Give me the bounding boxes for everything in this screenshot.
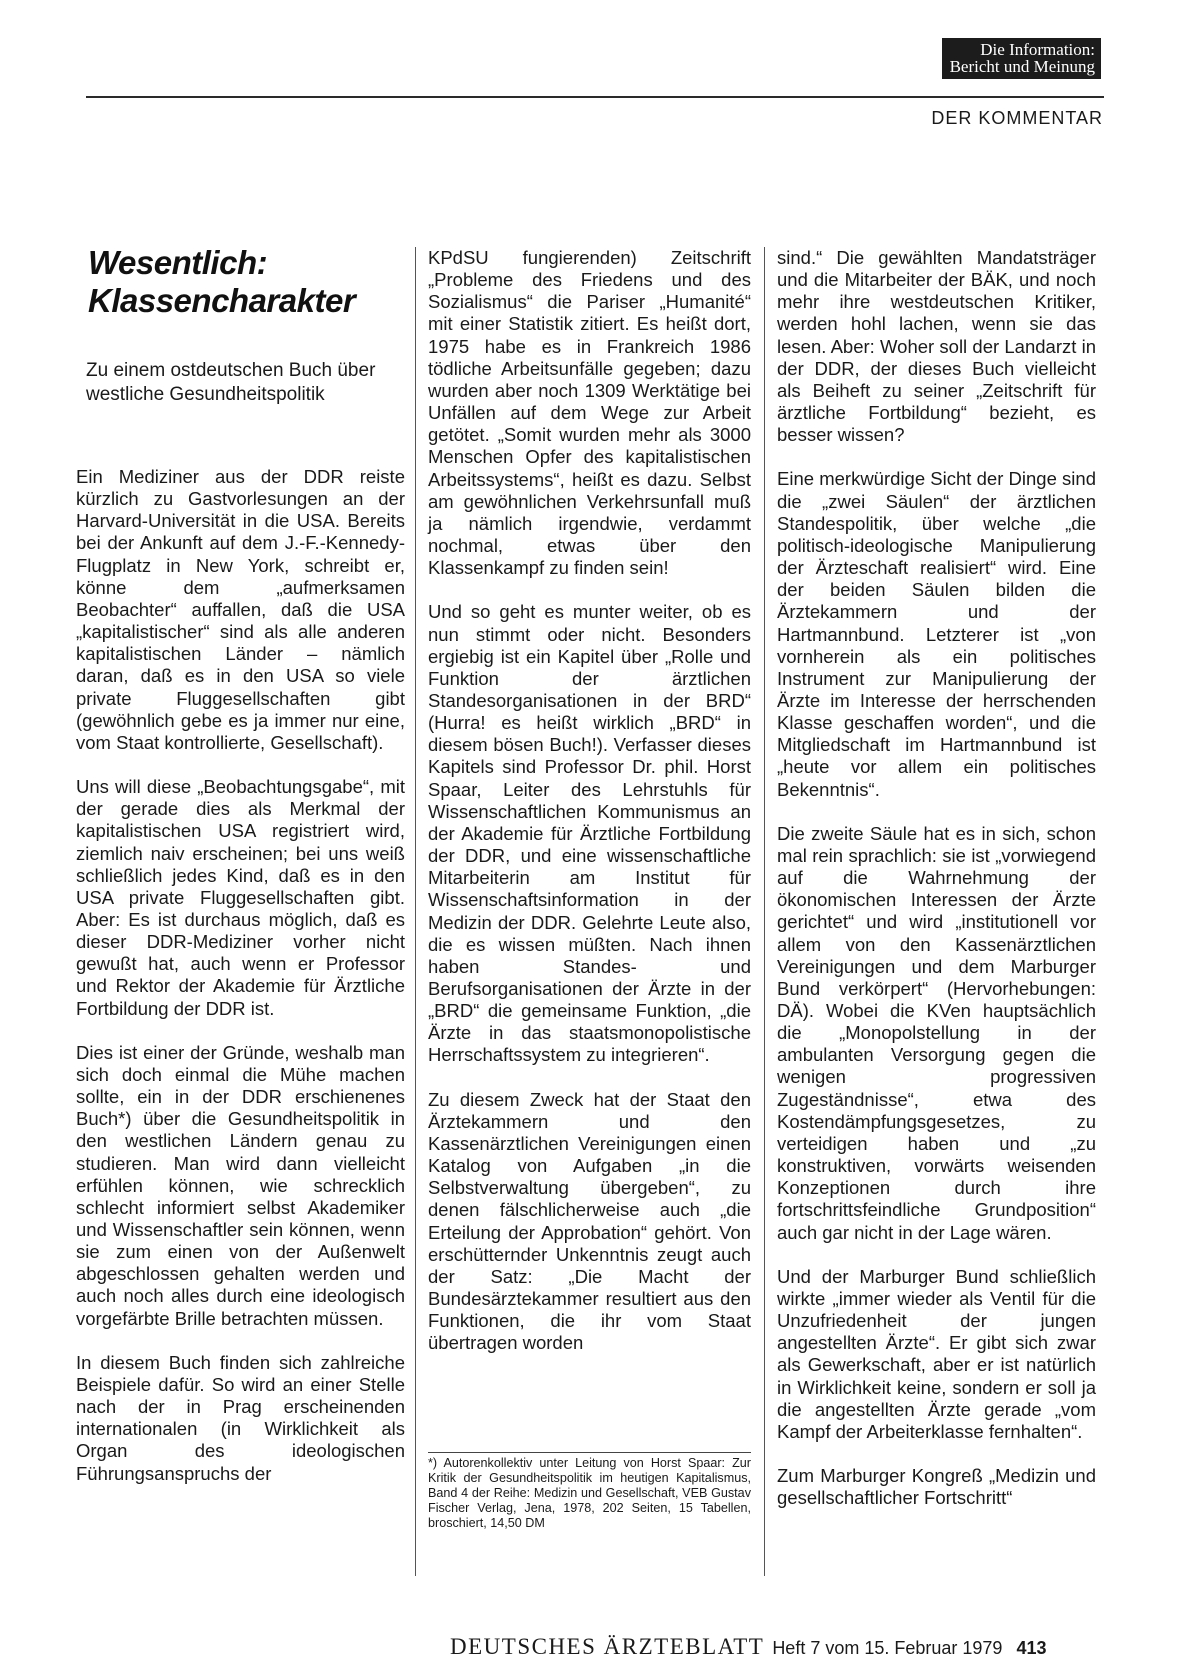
title-line-1: Wesentlich:	[88, 244, 268, 281]
footnote-rule	[428, 1452, 751, 1453]
page-number: 413	[1016, 1638, 1047, 1658]
paragraph: Dies ist einer der Gründe, weshalb man sich doch einmal die Mühe machen sollte, ein in der DDR erschienenes Buch*) über die Gesundheitspolitik in den westlichen Ländern genau zu studieren. Man wird dann vielleicht erfühlen können, wie schrecklich schlecht informiert selbst Akademiker und Wissenschaftler sein können, wenn sie zum einen von der Außenwelt abgeschlossen gehalten werden und auch noch alles durch eine ideologisch vorgefärbte Brille betrachten müssen.	[76, 1041, 405, 1329]
paragraph: Zum Marburger Kongreß „Medizin und gesellschaftlicher Fortschritt“	[777, 1464, 1096, 1509]
paragraph: Und der Marburger Bund schließlich wirkte „immer wieder als Ventil für die Unzufriedenheit der jungen angestellten Ärzte“. Er gibt sich zwar als Gewerkschaft, aber er ist natürlich in Wirklichkeit keine, sondern er soll ja die angestellten Ärzte gerade „vom Kampf der Arbeiterklasse fernhalten“.	[777, 1265, 1096, 1442]
paragraph: sind.“ Die gewählten Mandatsträger und die Mitarbeiter der BÄK, und noch mehr ihre westdeutschen Kritiker, werden hohl lachen, wenn sie das lesen. Aber: Woher soll der Landarzt in der DDR, der dieses Buch vielleicht als Beiheft zu seiner „Zeitschrift für ärztliche Fortbildung“ bezieht, es besser wissen?	[777, 247, 1096, 446]
paragraph: Und so geht es munter weiter, ob es nun stimmt oder nicht. Besonders ergiebig ist ein Kapitel über „Rolle und Funktion der ärztlichen Standesorganisationen in der BRD“ (Hurra! es heißt wirklich „BRD“ in diesem bösen Buch!). Verfasser dieses Kapitels sind Professor Dr. phil. Horst Spaar, Leiter des Lehrstuhls für Wissenschaftlichen Kommunismus an der Akademie für Ärztliche Fortbildung der DDR, und eine wissenschaftliche Mitarbeiterin am Institut für Wissenschaftsinformation in der Medizin der DDR. Gelehrte Leute also, die es wissen müßten. Nach ihnen haben Standes- und Berufsorganisationen der Ärzte in der „BRD“ die gemeinsame Funktion, „die Ärzte in das staatsmonopolistische Herrschaftssystem zu integrieren“.	[428, 601, 751, 1066]
column-divider	[415, 247, 416, 1576]
title-line-2: Klassencharakter	[88, 282, 356, 319]
top-rule	[86, 96, 1104, 98]
journal-name: DEUTSCHES ÄRZTEBLATT	[450, 1634, 765, 1659]
paragraph: Eine merkwürdige Sicht der Dinge sind die „zwei Säulen“ der ärztlichen Standespolitik, über welche „die politisch-ideologische Manipulierung der Ärzteschaft realisiert“ wird. Eine der beiden Säulen bilden die Ärztekammern und der Hartmannbund. Letzterer ist „von vornherein als ein politisches Instrument zur Manipulierung der Ärzte im Interesse der herrschenden Klasse geschaffen worden“, und die Mitgliedschaft im Hartmannbund ist „heute vor allem ein politisches Bekenntnis“.	[777, 468, 1096, 800]
badge-line-1: Die Information:	[980, 40, 1095, 59]
column-2	[428, 247, 751, 1377]
column-1	[76, 466, 405, 1507]
page-footer	[450, 1634, 1102, 1660]
badge-line-2: Bericht und Meinung	[949, 57, 1095, 76]
column-divider	[764, 247, 765, 1576]
paragraph: Die zweite Säule hat es in sich, schon mal rein sprachlich: sie ist „vorwiegend auf die Wahrnehmung der ökonomischen Interessen der Ärzte gerichtet“ und wird „institutionell vor allem von den Kassenärztlichen Vereinigungen und dem Marburger Bund verkörpert“ (Hervorhebungen: DÄ). Wobei die KVen hauptsächlich die „Monopolstellung in der ambulanten Versorgung gegen die wenigen progressiven Zugeständnisse“, etwa des Kostendämpfungsgesetzes, zu verteidigen haben und „zu konstruktiven, vorwärts weisenden Konzeptionen durch ihre fortschrittsfeindliche Grundposition“ auch gar nicht in der Lage wären.	[777, 822, 1096, 1243]
article-title	[88, 244, 418, 320]
paragraph: Uns will diese „Beobachtungsgabe“, mit der gerade dies als Merkmal der kapitalistischen USA registriert wird, ziemlich naiv erscheinen; bei uns weiß schließlich jedes Kind, daß es in den USA private Fluggesellschaften gibt. Aber: Es ist durchaus möglich, daß es dieser DDR-Mediziner vorher nicht gewußt hat, auch wenn er Professor und Rektor der Akademie für Ärztliche Fortbildung der DDR ist.	[76, 776, 405, 1019]
footnote: *) Autorenkollektiv unter Leitung von Horst Spaar: Zur Kritik der Gesundheitspolitik im heutigen Kapitalismus, Band 4 der Reihe: Medizin und Gesellschaft, VEB Gustav Fischer Verlag, Jena, 1978, 202 Seiten, 15 Tabellen, broschiert, 14,50 DM	[428, 1456, 751, 1531]
paragraph: Ein Mediziner aus der DDR reiste kürzlich zu Gastvorlesungen an der Harvard-Universität in die USA. Bereits bei der Ankunft auf dem J.-F.-Kennedy-Flugplatz in New York, schreibt er, könne dem „aufmerksamen Beobachter“ auffallen, daß die USA „kapitalistischer“ sind als alle anderen kapitalistischen Länder – nämlich daran, daß es in den USA so viele private Fluggesellschaften gibt (gewöhnlich gebe es ja immer nur eine, vom Staat kontrollierte, Gesellschaft).	[76, 466, 405, 753]
issue-info: Heft 7 vom 15. Februar 1979	[772, 1638, 1003, 1658]
rubric: DER KOMMENTAR	[931, 108, 1103, 128]
paragraph: Zu diesem Zweck hat der Staat den Ärztekammern und den Kassenärztlichen Vereinigungen einen Katalog von Aufgaben „in die Selbstverwaltung übergeben“, zu denen fälschlicherweise auch „die Erteilung der Approbation“ gehört. Von erschütternder Unkenntnis zeugt auch der Satz: „Die Macht der Bundesärztekammer resultiert aus den Funktionen, die ihr vom Staat übertragen worden	[428, 1088, 751, 1354]
article-subtitle: Zu einem ostdeutschen Buch über westliche Gesundheitspolitik	[86, 360, 376, 405]
column-3	[777, 247, 1096, 1509]
paragraph: In diesem Buch finden sich zahlreiche Beispiele dafür. So wird an einer Stelle nach der in Prag erscheinenden internationalen (in Wirklichkeit als Organ des ideologischen Führungsanspruchs der	[76, 1351, 405, 1484]
section-badge	[942, 38, 1101, 79]
paragraph: KPdSU fungierenden) Zeitschrift „Probleme des Friedens und des Sozialismus“ die Pariser „Humanité“ mit einer Statistik zitiert. Es heißt dort, 1975 habe es in Frankreich 1986 tödliche Arbeitsunfälle gegeben; dazu wurden aber noch 1309 Werktätige bei Unfällen auf dem Wege zur Arbeit getötet. „Somit wurden mehr als 3000 Menschen Opfer des kapitalistischen Arbeitssystems“, heißt es dazu. Selbst am gewöhnlichen Verkehrsunfall muß ja nämlich irgendwie, verdammt nochmal, etwas über den Klassenkampf zu finden sein!	[428, 247, 751, 579]
